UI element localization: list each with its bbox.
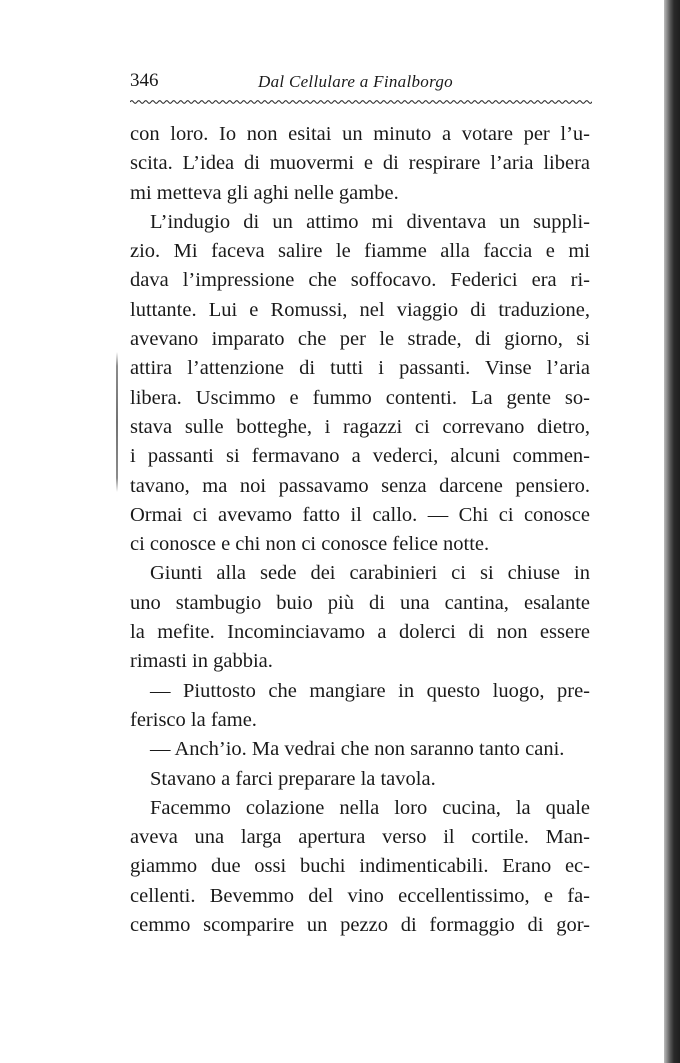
running-title: Dal Cellulare a Finalborgo — [258, 72, 453, 91]
text-line: Giunti alla sede dei carabinieri ci si chiuse in — [150, 562, 590, 585]
text-line: dava l’impressione che soffocavo. Federici era ri- — [130, 269, 590, 292]
page-header — [130, 70, 590, 94]
text-line: ci conosce e chi non ci conosce felice notte. — [130, 533, 490, 556]
text-line: avevano imparato che per le strade, di giorno, si — [130, 328, 590, 351]
text-line: giammo due ossi buchi indimenticabili. Erano ec- — [130, 855, 590, 878]
text-line: attira l’attenzione di tutti i passanti. Vinse l’aria — [130, 357, 590, 380]
decorative-wavy-rule — [130, 97, 592, 107]
text-line: libera. Uscimmo e fummo contenti. La gente so- — [130, 386, 590, 409]
text-line: Facemmo colazione nella loro cucina, la quale — [150, 796, 590, 819]
text-line: Stavano a farci preparare la tavola. — [150, 767, 436, 790]
text-line: — Piuttosto che mangiare in questo luogo, pre- — [150, 679, 590, 702]
text-line: mi metteva gli aghi nelle gambe. — [130, 181, 399, 204]
text-line: zio. Mi faceva salire le fiamme alla faccia e mi — [130, 240, 590, 263]
body-text — [130, 120, 590, 940]
text-line: con loro. Io non esitai un minuto a votare per l’u- — [130, 123, 590, 145]
text-line: aveva una larga apertura verso il cortile. Man- — [130, 826, 590, 849]
text-line: la mefite. Incominciavamo a dolerci di non essere — [130, 621, 590, 644]
text-line: cemmo scomparire un pezzo di formaggio di gor- — [130, 914, 590, 937]
text-line: cellenti. Bevemmo del vino eccellentissimo, e fa- — [130, 884, 590, 907]
margin-pencil-mark — [116, 352, 118, 492]
page-binding-edge — [664, 0, 680, 1063]
text-line: stava sulle botteghe, i ragazzi ci correvano dietro, — [130, 415, 590, 438]
text-line: Ormai ci avevamo fatto il callo. — Chi ci conosce — [130, 503, 590, 526]
text-line: scita. L’idea di muovermi e di respirare l’aria libera — [130, 152, 590, 175]
text-line: luttante. Lui e Romussi, nel viaggio di traduzione, — [130, 298, 590, 321]
text-line: rimasti in gabbia. — [130, 650, 273, 673]
text-line: tavano, ma noi passavamo senza darcene pensiero. — [130, 474, 590, 497]
text-line: uno stambugio buio più di una cantina, esalante — [130, 591, 590, 614]
page-number: 346 — [130, 70, 159, 91]
text-line: — Anch’io. Ma vedrai che non saranno tanto cani. — [150, 738, 565, 761]
text-line: ferisco la fame. — [130, 708, 257, 731]
text-line: i passanti si fermavano a vederci, alcuni commen- — [130, 445, 590, 468]
text-line: L’indugio di un attimo mi diventava un suppli- — [150, 210, 590, 233]
